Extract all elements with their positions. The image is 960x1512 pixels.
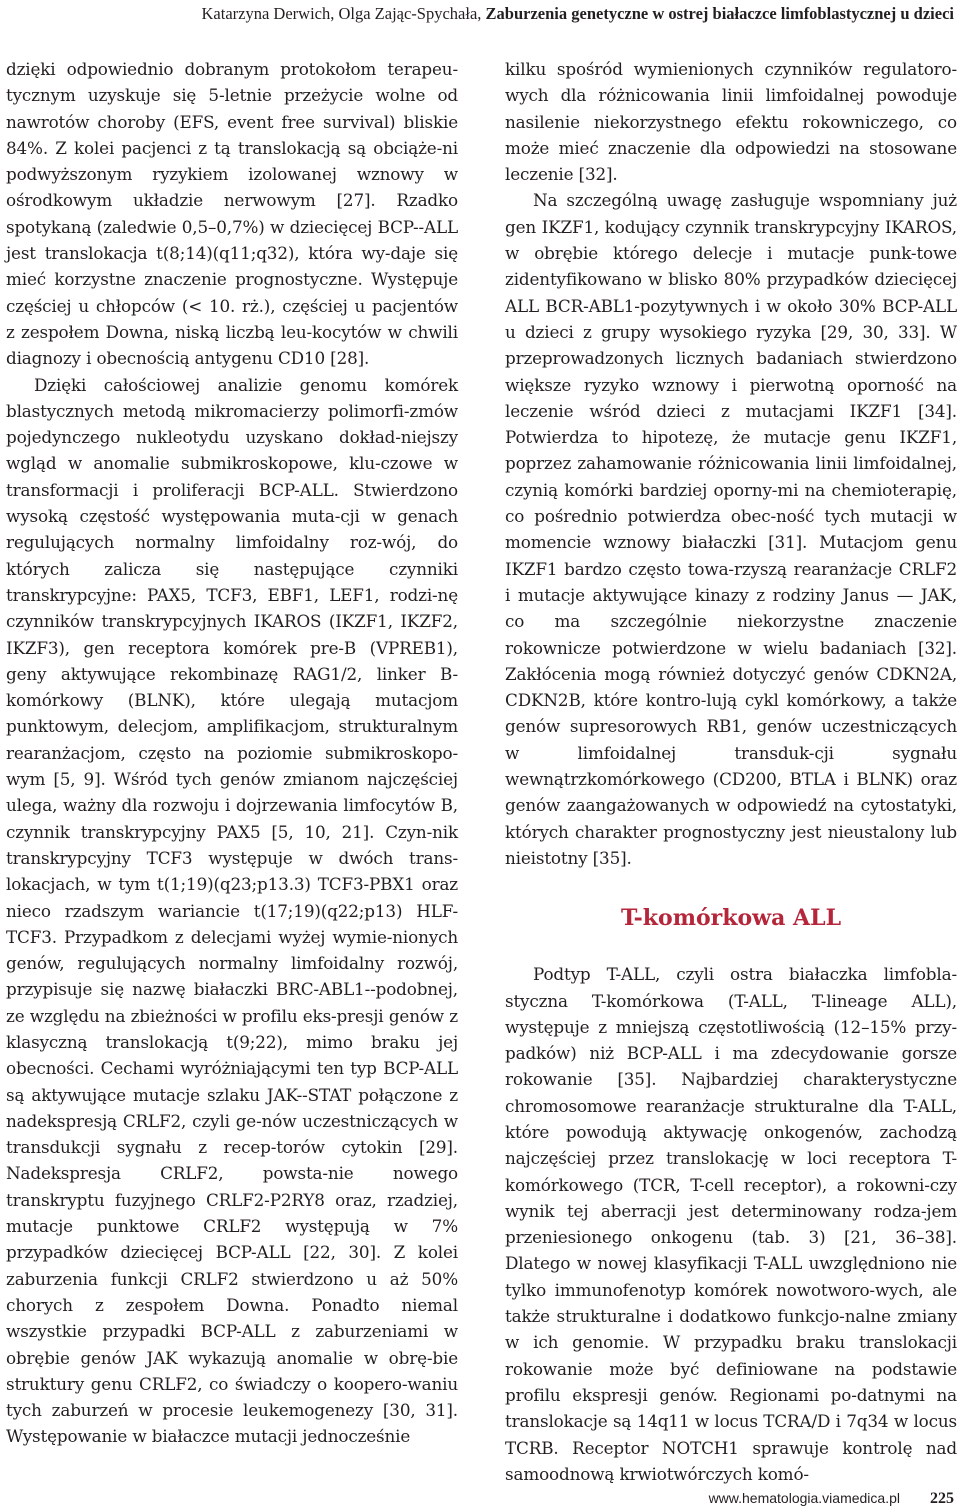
right-paragraph-3: Podtyp T-ALL, czyli ostra białaczka limfobla-styczna T-komórkowa (T-ALL, T-lineage ALL), występuje z mniejszą częstotliwością (12–15% przy-padków) niż BCP-ALL i ma zdecydowanie gorsze rokowanie [35]. Najbardziej charakterystyczne chromosomowe rearanżacje strukturalne dla T-ALL, które powodują aktywację onkogenów, zachodzą najczęściej przez translokację w loci receptora T-komórkowego (TCR, T-cell receptor), a rokowni-czy wynik tej aberracji jest determinowany rodza-jem przeniesionego onkogenu (tab. 3) [21, 36–38]. Dlatego w nowej klasyfikacji T-ALL uwzględniono nie tylko immunofenotyp komórek nowotworo-wych, ale także strukturalne i dodatkowo funkcjo-nalne zmiany w ich genomie. W przypadku braku translokacji rokowanie może być definiowane na podstawie profilu ekspresji genów. Regionami po-datnymi na translokacje są 14q11 w locus TCRA/D i 7q34 w locus TCRB. Receptor NOTCH1 sprawuje kontrolę nad samoodnową krwiotwórczych komó- <box>505 964 957 1484</box>
page-footer <box>709 1490 954 1508</box>
header-article-title: Zaburzenia genetyczne w ostrej białaczce limfoblastycznej u dzieci <box>485 4 954 23</box>
page-number: 225 <box>930 1490 954 1507</box>
left-paragraph-2: Dzięki całościowej analizie genomu komórek blastycznych metodą mikromacierzy polimorfi-zmów pojedynczego nukleotydu uzyskano dokład-niejszy wgląd w anomalie submikroskopowe, klu-czowe w transformacji i proliferacji BCP-ALL. Stwierdzono wysoką częstość występowania muta-cji w genach regulujących normalny limfoidalny roz-wój, do których zalicza się następujące czynniki transkrypcyjne: PAX5, TCF3, EBF1, LEF1, rodzi-nę czynników transkrypcyjnych IKAROS (IKZF1, IKZF2, IKZF3), gen receptora komórek pre-B (VPREB1), geny aktywujące rekombinazę RAG1/2, linker B-komórkowy (BLNK), które ulegają mutacjom punktowym, delecjom, amplifikacjom, strukturalnym rearanżacjom, często na poziomie submikroskopo-wym [5, 9]. Wśród tych genów zmianom najczęściej ulega, ważny dla rozwoju i dojrzewania limfocytów B, czynnik transkrypcyjny PAX5 [5, 10, 21]. Czyn-nik transkrypcyjny TCF3 występuje w dwóch trans-lokacjach, w tym t(1;19)(q23;p13.3) TCF3-PBX1 oraz nieco rzadszym wariancie t(17;19)(q22;p13) HLF-TCF3. Przypadkom z delecjami wyżej wymie-nionych genów, regulujących normalny limfoidalny rozwój, przypisuje się nazwę białaczki BRC-ABL1--podobnej, ze względu na zbieżności w profilu eks-presji genów z klasyczną translokacją t(9;22), mimo braku jej obecności. Cechami wyróżniającymi ten typ BCP-ALL są aktywujące mutacje szlaku JAK--STAT połączone z nadekspresją CRLF2, czyli ge-nów uczestniczących w transdukcji sygnału z recep-torów cytokin [29]. Nadekspresja CRLF2, powsta-nie nowego transkryptu fuzyjnego CRLF2-P2RY8 oraz, rzadziej, mutacje punktowe CRLF2 występują w 7% przypadków dziecięcej BCP-ALL [22, 30]. Z kolei zaburzenia funkcji CRLF2 stwierdzono u aż 50% chorych z zespołem Downa. Ponadto niemal wszystkie przypadki BCP-ALL z zaburzeniami w obrębie genów JAK wykazują anomalie w obrę-bie struktury genu CRLF2, co świadczy o koopero-waniu tych zaburzeń w procesie leukemogenezy [30, 31]. Występowanie w białaczce mutacji jednocześnie <box>6 374 458 1447</box>
left-paragraph-1: dzięki odpowiednio dobranym protokołom terapeu-tycznym uzyskuje się 5-letnie przeżycie wolne od nawrotów choroby (EFS, event free survival) bliskie 84%. Z kolei pacjenci z tą translokacją są obciąże-ni podwyższonym ryzykiem izolowanej wznowy w ośrodkowym układzie nerwowym [27]. Rzadko spotykaną (zaledwie 0,5–0,7%) w dziecięcej BCP--ALL jest translokacja t(8;14)(q11;q32), która wy-daje się mieć korzystne znaczenie prognostyczne. Występuje częściej u chłopców (< 10. rż.), częściej u pacjentów z zespołem Downa, niską liczbą leu-kocytów w chwili diagnozy i obecnością antygenu CD10 [28]. <box>6 59 458 369</box>
footer-url: www.hematologia.viamedica.pl <box>708 1490 900 1506</box>
left-column <box>6 56 458 1450</box>
right-paragraph-1: kilku spośród wymienionych czynników regulatoro-wych dla różnicowania linii limfoidalnej powoduje nasilenie niekorzystnego efektu rokowniczego, co może mieć znaczenie dla odpowiedzi na stosowane leczenie [32]. <box>505 59 957 185</box>
section-heading: T-komórkowa ALL <box>620 905 842 932</box>
right-paragraph-2: Na szczególną uwagę zasługuje wspomniany już gen IKZF1, kodujący czynnik transkrypcyjny IKAROS, w obrębie którego delecje i mutacje punk-towe zidentyfikowano w blisko 80% przypadków dziecięcej ALL BCR-ABL1-pozytywnych i w około 30% BCP-ALL u dzieci z grupy wysokiego ryzyka [29, 30, 33]. W przeprowadzonych licznych badaniach stwierdzono większe ryzyko wznowy i pierwotną oporność na leczenie wśród dzieci z mutacjami IKZF1 [34]. Potwierdza to hipotezę, że mutacje genu IKZF1, poprzez zahamowanie różnicowania linii limfoidalnej, czynią komórki bardziej oporny-mi na chemioterapię, co pośrednio potwierdza obec-ność tych mutacji w momencie wznowy białaczki [31]. Mutacjom genu IKZF1 bardzo często towa-rzyszą rearanżacje CRLF2 i mutacje aktywujące kinazy z rodziny Janus — JAK, co ma szczególnie niekorzystne znaczenie rokownicze potwierdzone w wielu badaniach [32]. Zakłócenia mogą również dotyczyć genów CDKN2A, CDKN2B, które kontro-lują cykl komórkowy, a także genów supresorowych RB1, genów uczestniczących w limfoidalnej transduk-cji sygnału wewnątrzkomórkowego (CD200, BTLA i BLNK) oraz genów zaangażowanych w odpowiedź na cytostatyki, których charakter prognostyczny jest nieustalony lub nieistotny [35]. <box>505 190 957 868</box>
right-column <box>505 56 957 1487</box>
running-header <box>60 4 954 24</box>
header-authors: Katarzyna Derwich, Olga Zając-Spychała, <box>201 4 482 23</box>
